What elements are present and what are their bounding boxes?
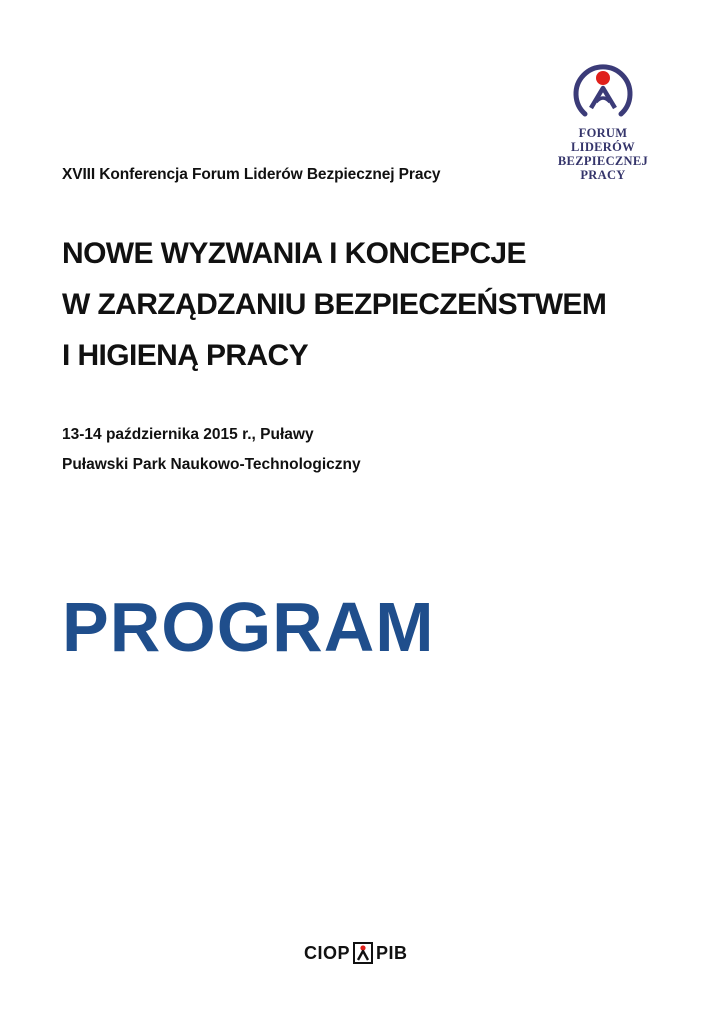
event-details (62, 420, 361, 480)
page-title (62, 228, 606, 381)
logo-line: FORUM (578, 126, 628, 140)
event-date-place: 13-14 października 2015 r., Puławy (62, 426, 314, 443)
ciop-text: CIOP (304, 942, 351, 963)
program-heading: PROGRAM (62, 588, 435, 666)
title-line: W ZARZĄDZANIU BEZPIECZEŃSTWEM (62, 288, 607, 321)
pib-text: PIB (376, 942, 408, 963)
logo-line: PRACY (580, 168, 626, 182)
title-line: I HIGIENĄ PRACY (62, 339, 309, 372)
title-line: NOWE WYZWANIA I KONCEPCJE (62, 237, 526, 270)
forum-logo (548, 58, 658, 206)
forum-logo-icon (571, 58, 635, 120)
conference-name: XVIII Konferencja Forum Liderów Bezpiecznej Pracy (62, 166, 441, 183)
ciop-pib-mark-icon (353, 942, 373, 964)
ciop-pib-logo (304, 940, 408, 966)
forum-logo-text (548, 126, 658, 182)
logo-line: BEZPIECZNEJ (557, 154, 649, 168)
event-venue: Puławski Park Naukowo-Technologiczny (62, 456, 361, 473)
logo-line: LIDERÓW (571, 140, 635, 154)
